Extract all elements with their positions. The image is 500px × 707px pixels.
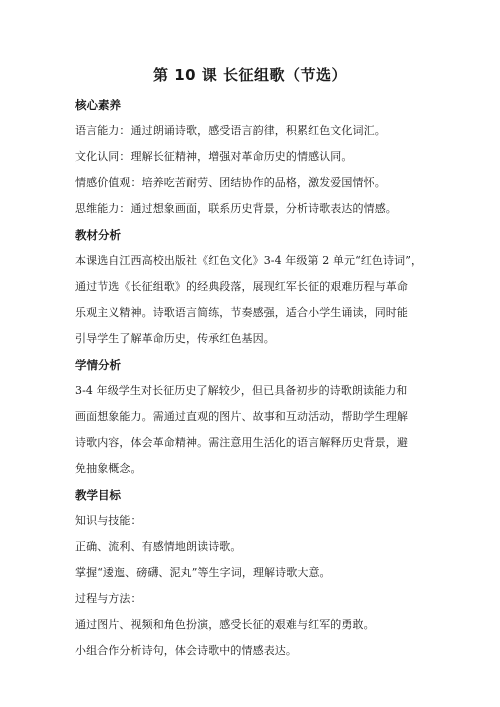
- document-body: [75, 92, 435, 664]
- section-heading-material: 教材分析: [75, 228, 121, 242]
- material-line: 通过节选《长征组歌》的经典段落，展现红军长征的艰难历程与革命: [75, 280, 408, 293]
- core-line: 文化认同：理解长征精神，增强对革命历史的情感认同。: [75, 150, 353, 163]
- goals-subheading: 过程与方法：: [75, 592, 142, 605]
- material-line: 引导学生了解革命历史，传承红色基因。: [75, 332, 275, 345]
- goals-line: 小组合作分析诗句，体会诗歌中的情感表达。: [75, 644, 297, 657]
- material-line: 乐观主义精神。诗歌语言简练，节奏感强，适合小学生诵读，同时能: [75, 306, 408, 319]
- students-line: 画面想象能力。需通过直观的图片、故事和互动活动，帮助学生理解: [75, 410, 408, 423]
- students-line: 诗歌内容，体会革命精神。需注意用生活化的语言解释历史背景，避: [75, 436, 408, 449]
- material-line: 本课选自江西高校出版社《红色文化》3-4 年级第 2 单元“红色诗词”，: [75, 254, 423, 267]
- goals-line: 正确、流利、有感情地朗读诗歌。: [75, 540, 242, 553]
- core-line: 思维能力：通过想象画面，联系历史背景，分析诗歌表达的情感。: [75, 202, 397, 215]
- section-heading-students: 学情分析: [75, 358, 121, 372]
- section-heading-goals: 教学目标: [75, 488, 121, 502]
- students-line: 3-4 年级学生对长征历史了解较少，但已具备初步的诗歌朗读能力和: [75, 384, 408, 397]
- section-heading-core: 核心素养: [75, 98, 121, 112]
- core-line: 情感价值观：培养吃苦耐劳、团结协作的品格，激发爱国情怀。: [75, 176, 386, 189]
- students-paragraph: [75, 378, 435, 482]
- goals-line: 通过图片、视频和角色扮演，感受长征的艰难与红军的勇敢。: [75, 618, 375, 631]
- material-paragraph: [75, 248, 435, 352]
- goals-line: 掌握“逶迤、磅礴、泥丸”等生字词，理解诗歌大意。: [75, 566, 331, 579]
- core-line: 语言能力：通过朗诵诗歌，感受语言韵律，积累红色文化词汇。: [75, 124, 386, 137]
- students-line: 免抽象概念。: [75, 462, 142, 475]
- goals-subheading: 知识与技能：: [75, 514, 142, 527]
- page-title: 第 10 课 长征组歌（节选）: [152, 66, 348, 84]
